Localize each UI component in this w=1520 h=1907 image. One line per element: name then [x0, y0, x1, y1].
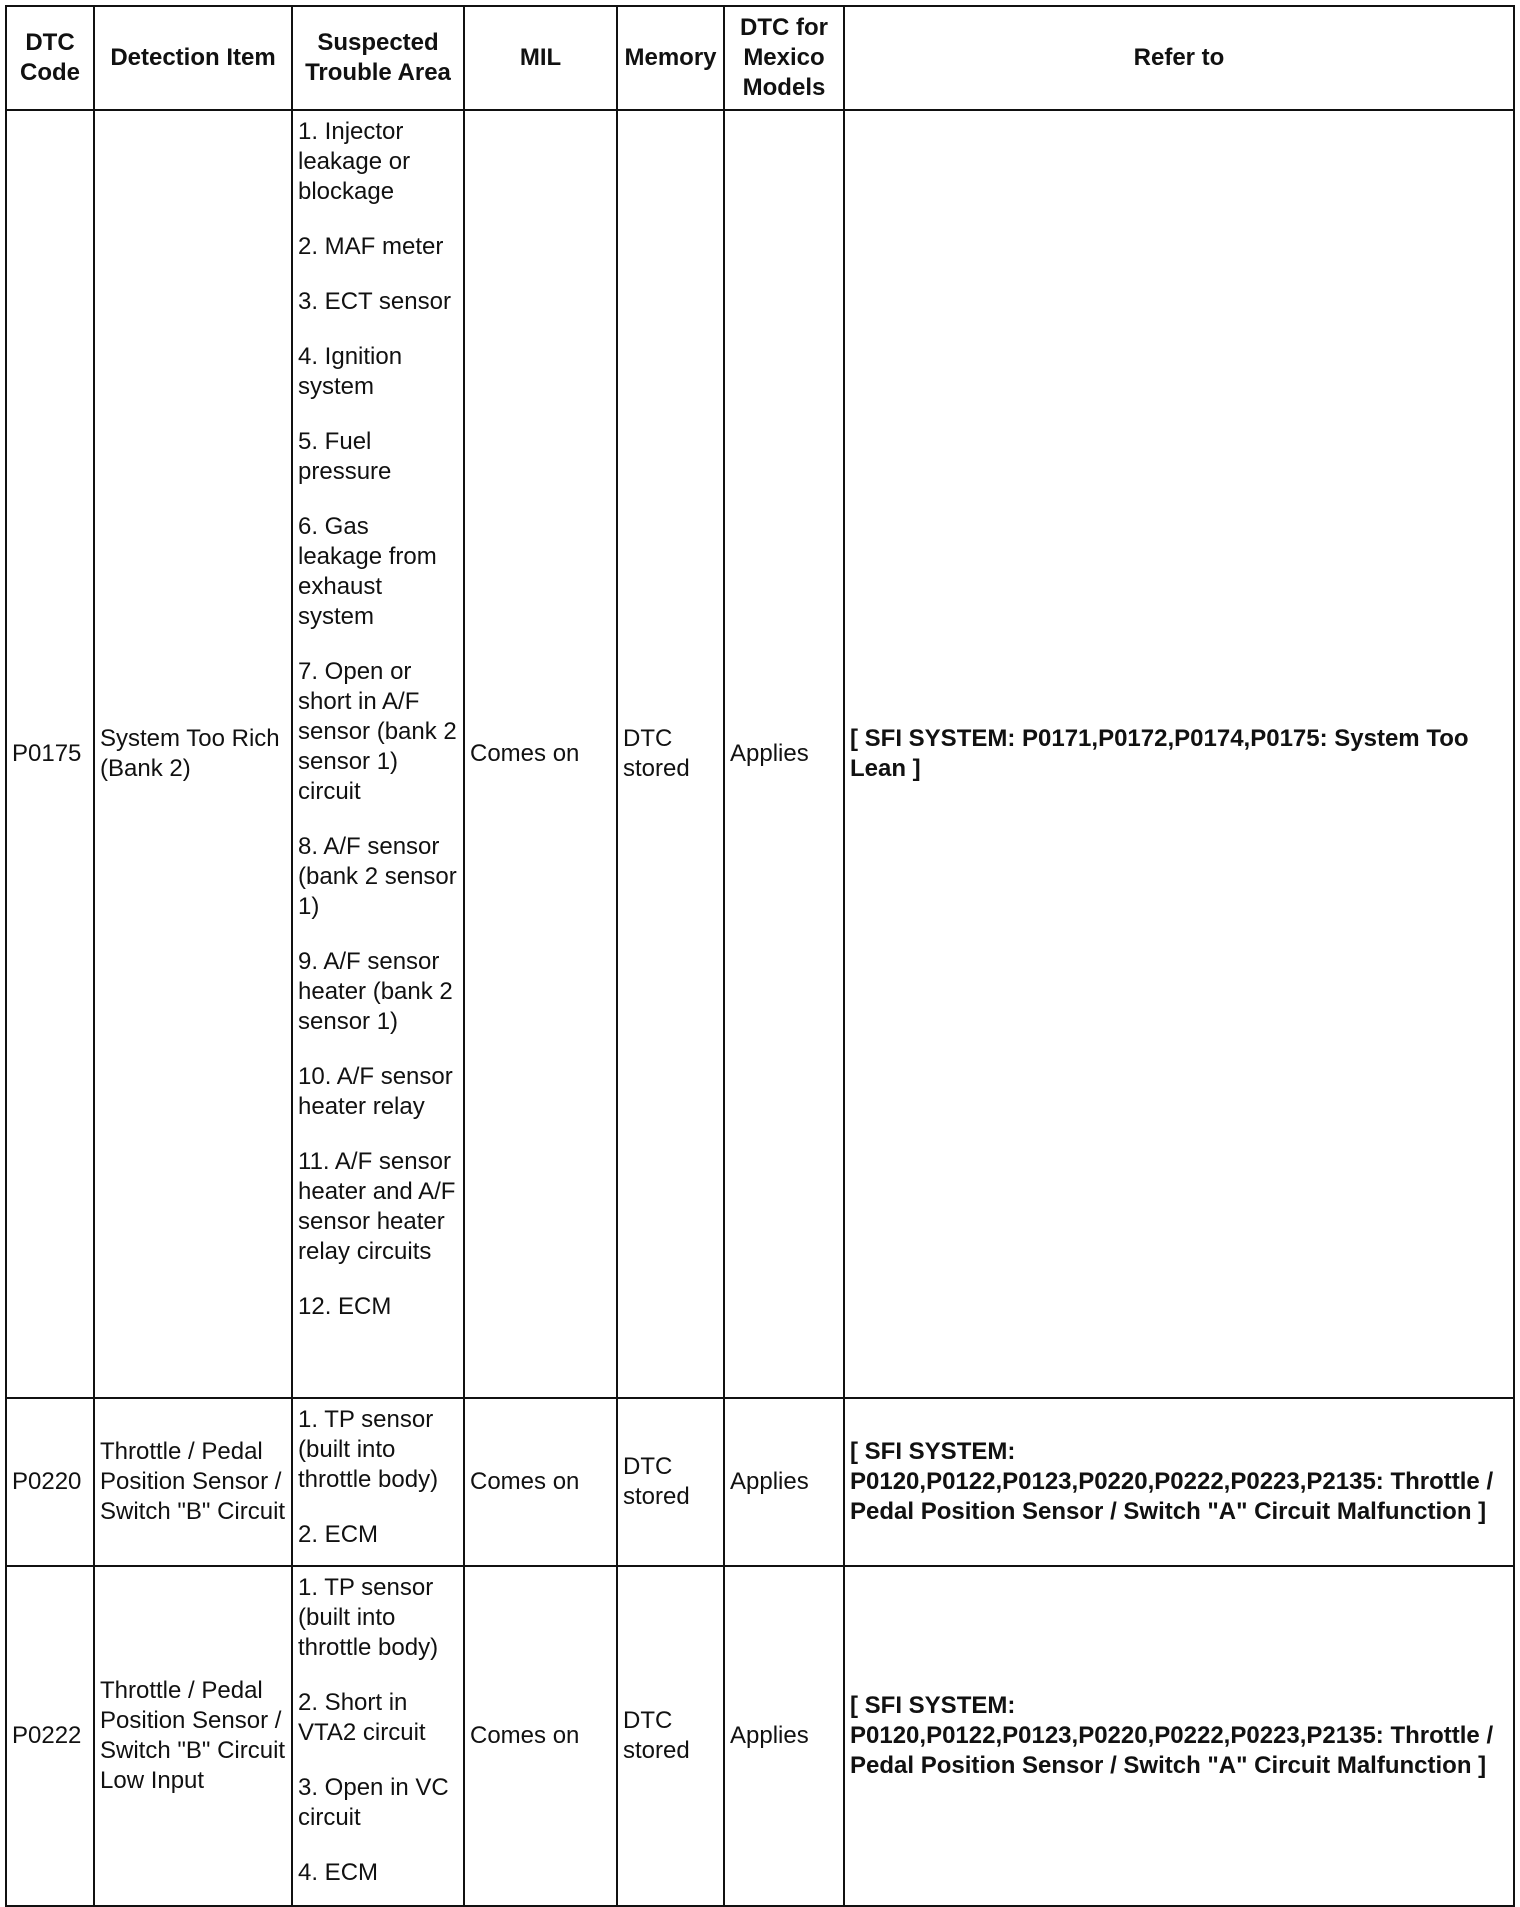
memory-cell: DTC stored	[617, 110, 724, 1398]
trouble-area-item: 2. MAF meter	[298, 233, 444, 260]
dtc-code-cell: P0175	[6, 110, 94, 1398]
detection-item-cell: System Too Rich (Bank 2)	[94, 110, 292, 1398]
trouble-area-item: 7. Open or short in A/F sensor (bank 2 sensor 1) circuit	[298, 658, 457, 805]
refer-to-cell: [ SFI SYSTEM: P0120,P0122,P0123,P0220,P0222,P0223,P2135: Throttle / Pedal Position Sensor / Switch "A" Circuit Malfunction ]	[844, 1398, 1514, 1566]
header-dtc-mexico: DTC for Mexico Models	[724, 6, 844, 110]
refer-to-cell: [ SFI SYSTEM: P0120,P0122,P0123,P0220,P0222,P0223,P2135: Throttle / Pedal Position Sensor / Switch "A" Circuit Malfunction ]	[844, 1566, 1514, 1906]
header-detection-item: Detection Item	[94, 6, 292, 110]
table-row	[6, 1566, 1514, 1906]
dtc-code-cell: P0220	[6, 1398, 94, 1566]
trouble-area-item: 4. Ignition system	[298, 343, 403, 400]
trouble-area-item: 3. Open in VC circuit	[298, 1774, 449, 1831]
trouble-area-item: 11. A/F sensor heater and A/F sensor heater relay circuits	[298, 1148, 456, 1265]
trouble-area-item: 2. ECM	[298, 1521, 379, 1548]
trouble-area-item: 12. ECM	[298, 1293, 392, 1320]
mil-cell: Comes on	[464, 1398, 617, 1566]
trouble-area-cell	[292, 1398, 464, 1566]
mexico-cell: Applies	[724, 1398, 844, 1566]
detection-item-cell: Throttle / Pedal Position Sensor / Switch "B" Circuit Low Input	[94, 1566, 292, 1906]
memory-cell: DTC stored	[617, 1566, 724, 1906]
trouble-area-item: 4. ECM	[298, 1859, 379, 1886]
table-row	[6, 110, 1514, 1398]
dtc-code-cell: P0222	[6, 1566, 94, 1906]
mil-cell: Comes on	[464, 110, 617, 1398]
mil-cell: Comes on	[464, 1566, 617, 1906]
trouble-area-item: 10. A/F sensor heater relay	[298, 1063, 453, 1120]
memory-cell: DTC stored	[617, 1398, 724, 1566]
dtc-table	[5, 5, 1515, 1907]
mexico-cell: Applies	[724, 110, 844, 1398]
trouble-area-item: 8. A/F sensor (bank 2 sensor 1)	[298, 833, 457, 920]
trouble-area-item: 1. TP sensor (built into throttle body)	[298, 1406, 439, 1493]
trouble-area-item: 6. Gas leakage from exhaust system	[298, 513, 437, 630]
refer-to-cell: [ SFI SYSTEM: P0171,P0172,P0174,P0175: System Too Lean ]	[844, 110, 1514, 1398]
header-dtc-code: DTC Code	[6, 6, 94, 110]
table-row	[6, 1398, 1514, 1566]
trouble-area-item: 1. TP sensor (built into throttle body)	[298, 1574, 439, 1661]
trouble-area-item: 1. Injector leakage or blockage	[298, 118, 411, 205]
trouble-area-cell	[292, 1566, 464, 1906]
trouble-area-item: 5. Fuel pressure	[298, 428, 392, 485]
trouble-area-item: 3. ECT sensor	[298, 288, 451, 315]
header-refer-to: Refer to	[844, 6, 1514, 110]
header-mil: MIL	[464, 6, 617, 110]
header-suspected-trouble-area: Suspected Trouble Area	[292, 6, 464, 110]
trouble-area-item: 2. Short in VTA2 circuit	[298, 1689, 426, 1746]
header-memory: Memory	[617, 6, 724, 110]
detection-item-cell: Throttle / Pedal Position Sensor / Switch "B" Circuit	[94, 1398, 292, 1566]
mexico-cell: Applies	[724, 1566, 844, 1906]
trouble-area-cell	[292, 110, 464, 1398]
trouble-area-item: 9. A/F sensor heater (bank 2 sensor 1)	[298, 948, 453, 1035]
header-row	[6, 6, 1514, 110]
